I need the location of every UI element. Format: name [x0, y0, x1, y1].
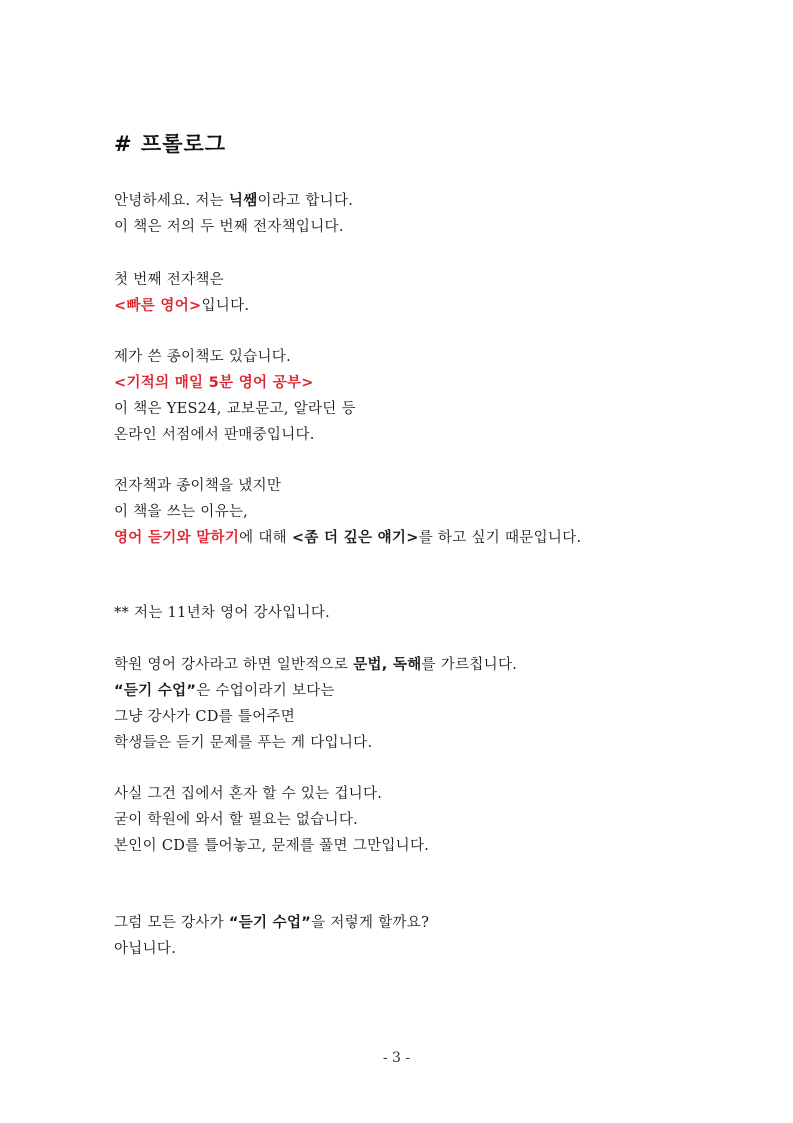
- text-line: 아닙니다.: [114, 941, 177, 957]
- text-run: 를 하고 싶기 때문입니다.: [418, 530, 582, 546]
- text-line: 첫 번째 전자책은: [114, 272, 224, 288]
- bold-text: “듣기 수업”: [228, 915, 312, 931]
- book-title: <기적의 매일 5분 영어 공부>: [114, 375, 314, 391]
- text-run: 그럼 모든 강사가: [114, 915, 229, 931]
- text-line: [114, 913, 429, 933]
- text-line: 굳이 학원에 와서 할 필요는 없습니다.: [114, 812, 359, 828]
- ebook-title: <빠른 영어>: [114, 298, 202, 314]
- text-line: [114, 191, 353, 211]
- text-run: 은 수업이라기 보다는: [196, 683, 335, 699]
- text-line: [114, 681, 335, 701]
- text-line: 본인이 CD를 틀어놓고, 문제를 풀면 그만입니다.: [114, 838, 430, 854]
- text-line: [114, 528, 581, 548]
- page-number: - 3 -: [382, 1050, 411, 1066]
- text-line: ** 저는 11년차 영어 강사입니다.: [114, 605, 331, 621]
- text-run: 을 저렇게 할까요?: [311, 915, 430, 931]
- bold-text: “듣기 수업”: [114, 683, 197, 699]
- text-line: 이 책을 쓰는 이유는,: [114, 504, 249, 520]
- text-line: 전자책과 종이책을 냈지만: [114, 478, 282, 494]
- text-line: [114, 655, 517, 675]
- text-line: 그냥 강사가 CD를 틀어주면: [114, 709, 296, 725]
- prologue-heading: # 프롤로그: [114, 132, 227, 156]
- text-line: 이 책은 저의 두 번째 전자책입니다.: [114, 219, 344, 235]
- bold-text: <좀 더 깊은 얘기>: [291, 530, 419, 546]
- highlight-text: 영어 듣기와 말하기: [114, 530, 240, 546]
- text-run: 이라고 합니다.: [257, 193, 354, 209]
- author-name: 닉쌤: [228, 193, 258, 209]
- text-run: 학원 영어 강사라고 하면 일반적으로: [114, 657, 354, 673]
- text-run: 에 대해: [239, 530, 292, 546]
- text-run: 입니다.: [201, 298, 250, 314]
- text-run: 안녕하세요. 저는: [114, 193, 229, 209]
- text-line: [114, 296, 249, 316]
- text-line: 이 책은 YES24, 교보문고, 알라딘 등: [114, 401, 356, 417]
- text-line: 사실 그건 집에서 혼자 할 수 있는 겁니다.: [114, 786, 383, 802]
- bold-text: 문법, 독해: [353, 657, 422, 673]
- text-line: 제가 쓴 종이책도 있습니다.: [114, 349, 292, 365]
- text-line: 온라인 서점에서 판매중입니다.: [114, 427, 315, 443]
- text-run: 를 가르칩니다.: [421, 657, 518, 673]
- text-line: 학생들은 듣기 문제를 푸는 게 다입니다.: [114, 735, 373, 751]
